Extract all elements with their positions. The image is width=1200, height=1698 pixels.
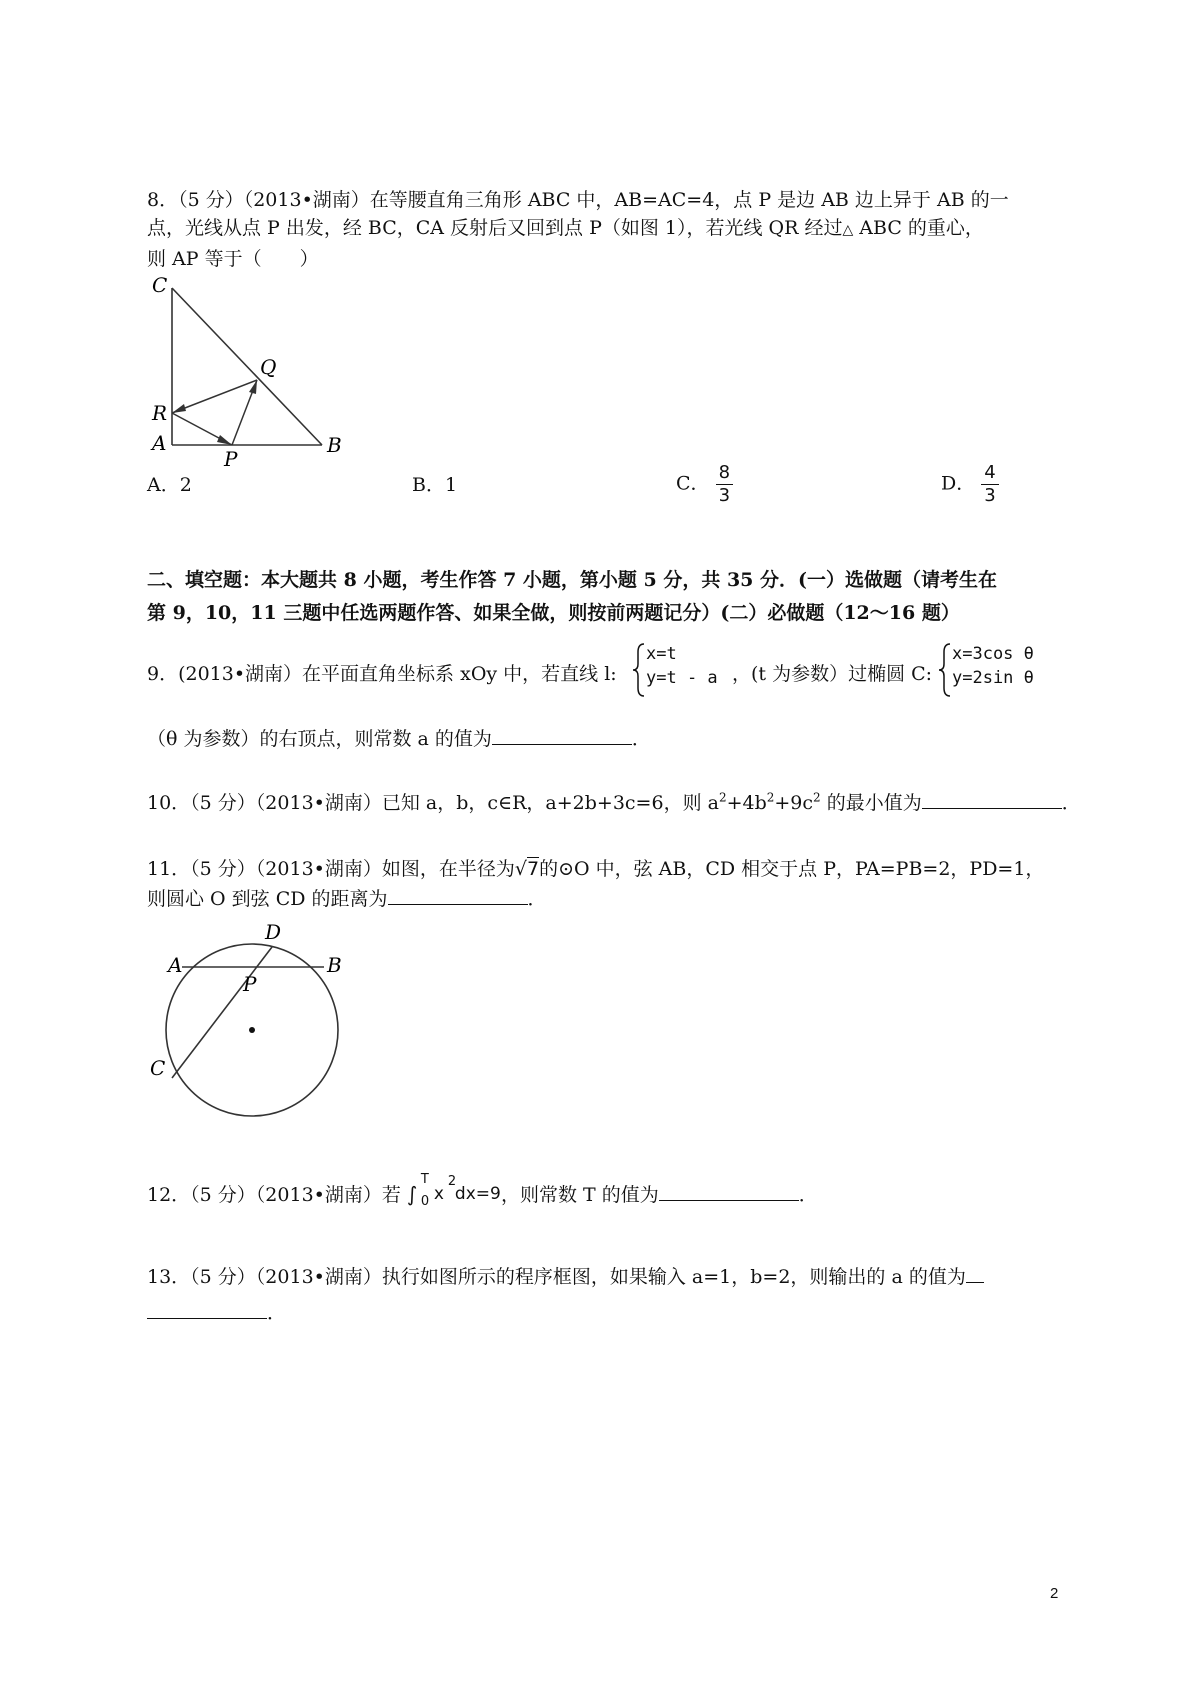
label-r: R: [152, 401, 168, 425]
integral-icon: ∫: [406, 1182, 418, 1206]
q8-option-c: [676, 462, 733, 507]
q11-prefix: 11．（5 分）（2013•湖南）如图，在半径为: [147, 858, 515, 880]
triangle-symbol: △: [842, 222, 854, 238]
q10-mid1: +4b: [726, 792, 767, 814]
q8-line2: [147, 213, 984, 240]
q8-option-b: B．1: [412, 474, 458, 496]
arrowhead-p: [217, 435, 232, 445]
integrand-sup: 2: [447, 1174, 457, 1189]
left-brace-icon: [632, 642, 646, 698]
q9-line2-text: （θ 为参数）的右顶点，则常数 a 的值为: [147, 728, 492, 750]
center-dot: [249, 1027, 255, 1033]
answer-blank-start: [966, 1265, 984, 1283]
q8-option-a: A．2: [147, 474, 192, 496]
sys1-row1: x=t: [646, 644, 677, 664]
q12-line: [147, 1172, 818, 1209]
label-c: C: [152, 273, 168, 297]
frac-denominator: 3: [718, 485, 731, 506]
answer-blank: [388, 887, 528, 905]
q10-sup1: 2: [718, 790, 727, 805]
frac-denominator: 3: [984, 485, 996, 506]
q8-option-c-fraction: [716, 462, 733, 507]
q12-suffix: ，则常数 T 的值为: [500, 1184, 659, 1206]
integral-upper: T: [420, 1172, 429, 1187]
label-q: Q: [260, 355, 277, 379]
integrand: x: [433, 1184, 444, 1204]
sys2-row2: y=2sin θ: [952, 668, 1034, 688]
q10-prefix: 10．（5 分）（2013•湖南）已知 a，b，c∈R，a+2b+3c=6，则 a: [147, 792, 719, 814]
q12-integral: [406, 1172, 501, 1209]
section2-line2: 第 9，10，11 三题中任选两题作答、如果全做，则按前两题记分）(二）必做题（12～16 题）: [147, 602, 960, 624]
q8-option-d-fraction: [981, 462, 998, 507]
answer-blank: [659, 1183, 799, 1201]
q13-text: 13．（5 分）（2013•湖南）执行如图所示的程序框图，如果输入 a=1，b=2，则输出的 a 的值为: [147, 1266, 966, 1288]
q8-option-c-prefix: C．: [676, 472, 710, 495]
q8-line1: 8．（5 分）（2013•湖南）在等腰直角三角形 ABC 中，AB=AC=4，点 P 是边 AB 边上异于 AB 的一: [147, 189, 1009, 211]
q11-line2-text: 则圆心 O 到弦 CD 的距离为: [147, 888, 388, 910]
q10-line: [147, 788, 1081, 815]
section2-line1: 二、填空题：本大题共 8 小题，考生作答 7 小题，第小题 5 分，共 35 分．(一）选做题（请考生在: [147, 569, 998, 591]
left-brace-icon: [938, 642, 952, 698]
page-number: 2: [1050, 1585, 1059, 1602]
sys2-row1: x=3cos θ: [952, 644, 1034, 664]
q11-radicand: 7: [526, 858, 540, 880]
q8-line2-tail: ABC 的重心，: [859, 217, 984, 239]
q10-mid2: +9c: [774, 792, 814, 814]
label-c: C: [150, 1056, 166, 1080]
frac-numerator: 4: [981, 462, 998, 485]
q9-line2: [147, 724, 651, 751]
label-a: A: [152, 431, 167, 455]
q11-line2: [147, 884, 547, 911]
q9-middle: ，(t 为参数）过椭圆 C:: [732, 663, 933, 685]
q8-option-d: [941, 462, 999, 507]
label-d: D: [265, 920, 282, 944]
q11-circle-figure: [140, 915, 350, 1130]
label-b: B: [327, 953, 342, 977]
q13-line2: [147, 1298, 286, 1325]
q10-end: ．: [1061, 792, 1081, 814]
label-p: P: [224, 447, 238, 470]
label-p: P: [243, 972, 257, 996]
q11-line2-end: ．: [527, 888, 547, 910]
edge-cb: [172, 288, 322, 445]
q13-line1: [147, 1262, 984, 1289]
q9-ellipse-system: [938, 642, 1058, 698]
q8-option-d-prefix: D．: [941, 472, 976, 495]
q10-sup3: 2: [813, 790, 821, 805]
label-b: B: [327, 433, 342, 457]
integral-tail: dx=9: [454, 1184, 501, 1204]
sys1-row2: y=t - a: [646, 668, 718, 688]
arrowhead-r: [172, 404, 186, 413]
frac-numerator: 8: [716, 462, 733, 485]
answer-blank-end: [147, 1301, 267, 1319]
q12-prefix: 12．（5 分）（2013•湖南）若: [147, 1184, 401, 1206]
integral-lower: 0: [420, 1194, 430, 1209]
q10-suffix: 的最小值为: [820, 792, 922, 814]
label-a: A: [168, 953, 183, 977]
q10-sup2: 2: [766, 790, 775, 805]
q11-line1: [147, 854, 1044, 881]
q13-end: ．: [267, 1302, 287, 1324]
answer-blank: [492, 727, 632, 745]
q9-line-system: [632, 642, 732, 698]
q11-suffix: 的⊙O 中，弦 AB，CD 相交于点 P，PA=PB=2，PD=1，: [539, 858, 1045, 880]
q9-line2-end: ．: [631, 728, 651, 750]
q8-line3: 则 AP 等于（ ）: [147, 248, 319, 270]
answer-blank: [922, 791, 1062, 809]
q9-prefix: 9．(2013•湖南）在平面直角坐标系 xOy 中，若直线 l:: [147, 663, 617, 685]
q8-line2-text: 点，光线从点 P 出发，经 BC，CA 反射后又回到点 P（如图 1），若光线 QR 经过: [147, 217, 843, 239]
q12-end: ．: [798, 1184, 818, 1206]
sqrt-icon: √: [514, 858, 527, 880]
q8-triangle-figure: [140, 270, 360, 470]
